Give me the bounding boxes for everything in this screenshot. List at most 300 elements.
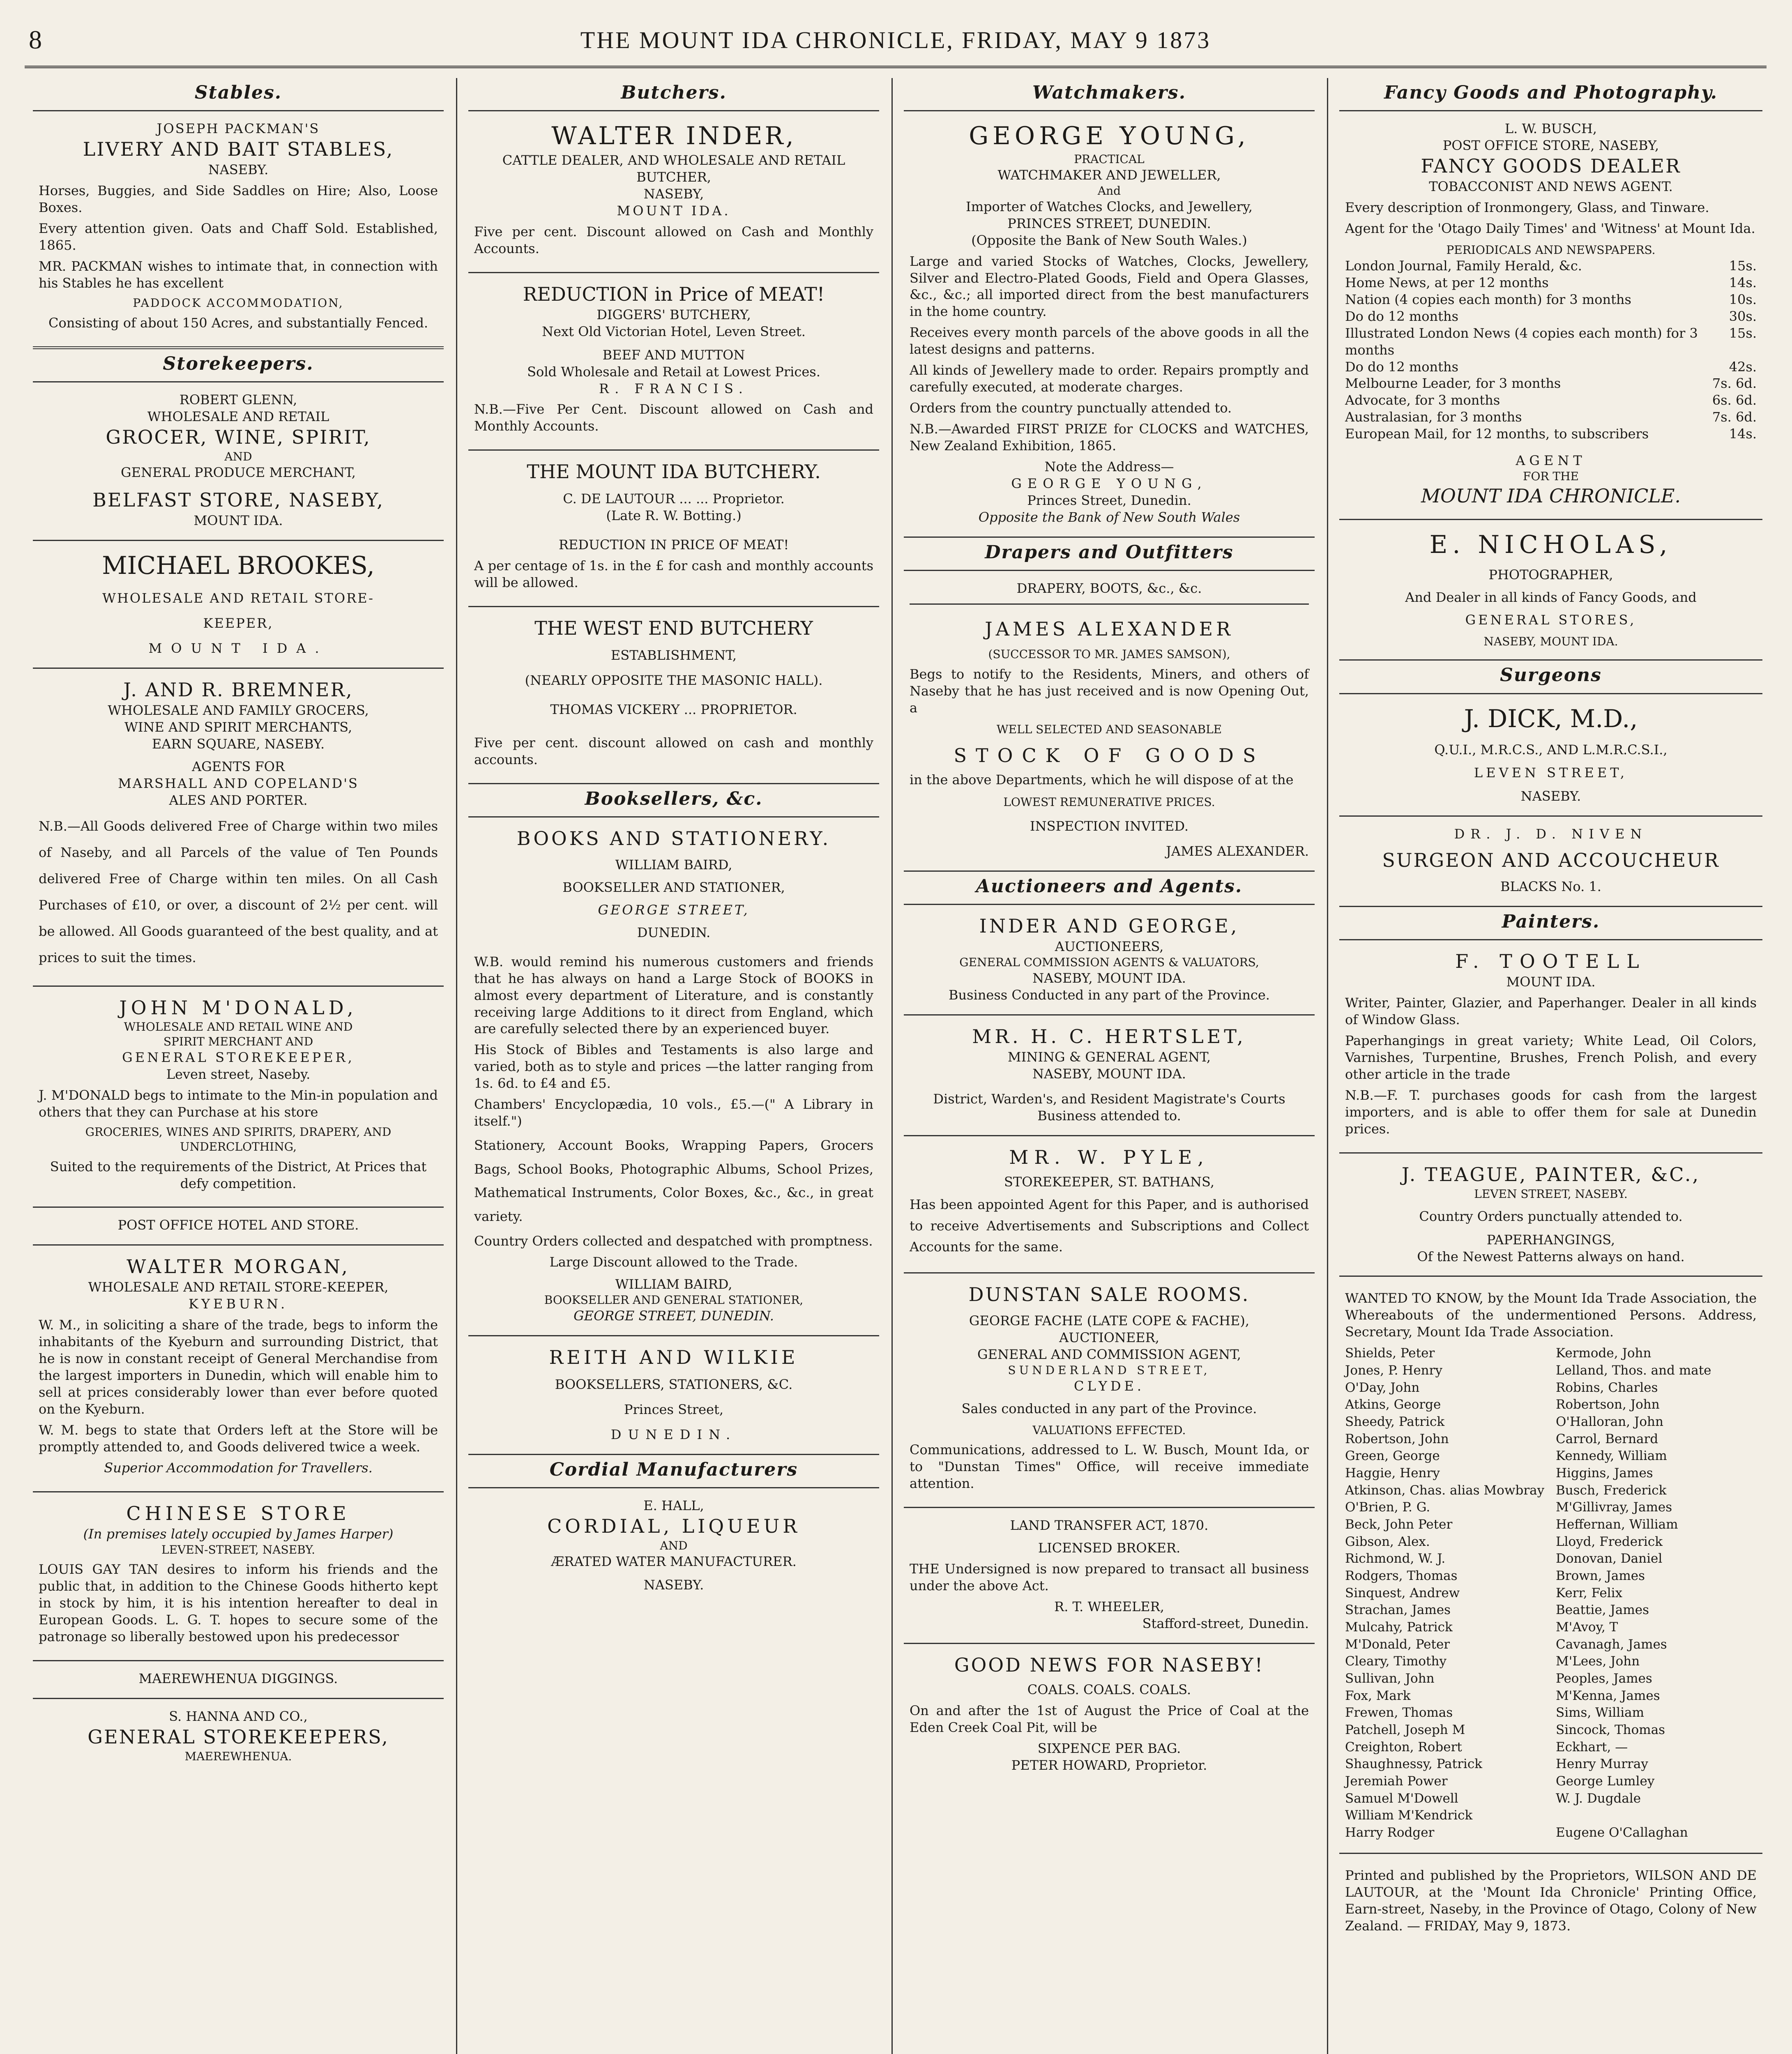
ad-text: Writer, Painter, Glazier, and Paperhanger. Dealer in all kinds of Window Glass.	[1345, 995, 1757, 1028]
ad-line: STOREKEEPER, ST. BATHANS,	[1004, 1174, 1214, 1190]
ad-baird	[468, 817, 879, 1336]
ad-line: Opposite the Bank of New South Wales	[978, 509, 1240, 525]
ad-line: (NEARLY OPPOSITE THE MASONIC HALL).	[525, 672, 823, 688]
ad-line: Business Conducted in any part of the Province.	[949, 987, 1270, 1003]
price-item: Illustrated London News (4 copies each month) for 3 months	[1345, 325, 1698, 358]
ad-line: BOOKSELLER AND GENERAL STATIONER,	[544, 1293, 804, 1307]
ad-line: REDUCTION IN PRICE OF MEAT!	[558, 537, 789, 553]
person-name: Henry Murray	[1556, 1757, 1648, 1772]
person-name: Lelland, Thos. and mate	[1556, 1363, 1711, 1378]
price-row	[1345, 308, 1757, 325]
ad-line: AND	[660, 1539, 688, 1553]
person-name: Patchell, Joseph M	[1345, 1722, 1465, 1738]
ad-text: Large and varied Stocks of Watches, Clocks, Jewellery, Silver and Electro-Plated Goods, Field and Opera Glasses, &c., &c.; all imported direct from the best manufacturers in the home country.	[910, 253, 1309, 320]
person-name: Donovan, Daniel	[1556, 1551, 1663, 1566]
person-name: Robertson, John	[1556, 1397, 1660, 1412]
ad-inder	[468, 111, 879, 273]
person-name: Sims, William	[1556, 1705, 1645, 1720]
ad-name: WALTER INDER,	[551, 122, 796, 151]
ad-text: J. M'DONALD begs to intimate to the Min-in population and others that they can Purchase at his store	[39, 1087, 438, 1120]
ad-text: His Stock of Bibles and Testaments is also large and varied, both as to style and prices —the latter ranging from 1s. 6d. to £4 and £5.	[474, 1042, 873, 1091]
imprint-text: Printed and published by the Proprietors, WILSON AND DE LAUTOUR, at the 'Mount Ida Chronicle' Printing Office, Earn-street, Naseby, in the Province of Otago, Colony of New Zealand. — FRIDAY, May 9, 1873.	[1345, 1867, 1757, 1934]
ad-text: Agent for the 'Otago Daily Times' and 'Witness' at Mount Ida.	[1345, 221, 1755, 236]
ad-title: FANCY GOODS DEALER	[1421, 155, 1681, 177]
ad-name: MR. W. PYLE,	[1009, 1146, 1209, 1168]
ad-line: SIXPENCE PER BAG.	[1037, 1740, 1181, 1756]
person-name: M'Gillivray, James	[1556, 1500, 1672, 1515]
page-title: THE MOUNT IDA CHRONICLE, FRIDAY, MAY 9 1873	[580, 27, 1211, 53]
ad-name: L. W. BUSCH,	[1504, 121, 1597, 137]
person-name: Fox, Mark	[1345, 1688, 1411, 1703]
ad-text: in the above Departments, which he will dispose of at the	[910, 772, 1294, 788]
price-item: European Mail, for 12 months, to subscribers	[1345, 426, 1649, 442]
price-value: 14s.	[1729, 426, 1757, 442]
person-name: O'Brien, P. G.	[1345, 1500, 1430, 1515]
ad-line: SPIRIT MERCHANT AND	[163, 1035, 313, 1049]
ad-text: Every attention given. Oats and Chaff Sold. Established, 1865.	[39, 221, 438, 253]
ad-pyle	[904, 1136, 1315, 1273]
ad-packman	[33, 111, 444, 349]
price-value: 14s.	[1729, 274, 1757, 290]
price-row	[1345, 426, 1757, 442]
ad-line: GENERAL AND COMMISSION AGENT,	[977, 1346, 1241, 1362]
page-number: 8	[29, 25, 42, 54]
ad-line: MAEREWHENUA.	[184, 1749, 292, 1763]
ad-line: PAPERHANGINGS,	[1486, 1232, 1615, 1248]
ad-line: LEVEN STREET,	[1474, 765, 1628, 781]
ad-line: TOBACCONIST AND NEWS AGENT.	[1429, 179, 1673, 195]
ad-line: AGENTS FOR	[192, 758, 285, 774]
price-row	[1345, 325, 1757, 359]
price-row	[1345, 258, 1757, 274]
ad-line: SUNDERLAND STREET,	[1008, 1363, 1211, 1377]
names-right-column	[1556, 1345, 1757, 1842]
person-name: Rodgers, Thomas	[1345, 1568, 1458, 1584]
column-rule	[1327, 78, 1328, 2054]
ad-line: VALUATIONS EFFECTED.	[1032, 1423, 1186, 1437]
ad-line: MARSHALL AND COPELAND'S	[118, 775, 359, 791]
ad-line: BELFAST STORE, NASEBY,	[92, 489, 384, 511]
price-value: 15s.	[1729, 325, 1757, 341]
price-row	[1345, 274, 1757, 291]
ad-name: JOSEPH PACKMAN'S	[157, 121, 320, 137]
ad-line: NASEBY.	[643, 1577, 704, 1593]
ad-diggings	[33, 1661, 444, 1699]
person-name: Richmond, W. J.	[1345, 1551, 1446, 1566]
price-value: 30s.	[1729, 308, 1757, 324]
person-name: Busch, Frederick	[1556, 1483, 1667, 1498]
ad-line: NASEBY.	[1520, 788, 1581, 804]
ad-line: LICENSED BROKER.	[1038, 1540, 1181, 1556]
ad-line: R. FRANCIS.	[599, 380, 749, 396]
ad-text: N.B.—Five Per Cent. Discount allowed on Cash and Monthly Accounts.	[474, 401, 873, 434]
ad-line: MINING & GENERAL AGENT,	[1007, 1049, 1211, 1065]
ad-name: J. TEAGUE, PAINTER, &C.,	[1401, 1163, 1700, 1186]
person-name: Kermode, John	[1556, 1346, 1651, 1361]
ad-text: WANTED TO KNOW, by the Mount Ida Trade Association, the Whereabouts of the undermentioned Persons. Address, Secretary, Mount Ida Trade Association.	[1345, 1290, 1757, 1340]
person-name: Jeremiah Power	[1345, 1774, 1448, 1789]
person-name: Strachan, James	[1345, 1603, 1451, 1618]
ad-line: NASEBY, MOUNT IDA.	[1032, 1066, 1186, 1082]
section-heading: Painters.	[1339, 907, 1762, 940]
ad-place: NASEBY.	[208, 162, 269, 178]
ad-line: (Opposite the Bank of New South Wales.)	[971, 232, 1247, 248]
person-name: W. J. Dugdale	[1556, 1791, 1641, 1806]
person-name	[1556, 1808, 1757, 1824]
price-row	[1345, 392, 1757, 409]
ad-line: WATCHMAKER AND JEWELLER,	[997, 167, 1221, 183]
newspaper-page	[25, 16, 1767, 2054]
ad-hall	[468, 1488, 879, 1604]
ad-text: On and after the 1st of August the Price of Coal at the Eden Creek Coal Pit, will be	[910, 1702, 1309, 1735]
ad-text: Five per cent. discount allowed on cash and monthly accounts.	[474, 735, 873, 767]
ad-line: GENERAL STOREKEEPERS,	[88, 1726, 389, 1748]
section-heading: Surgeons	[1339, 661, 1762, 694]
ad-text: Stationery, Account Books, Wrapping Papers, Grocers Bags, School Books, Photographic Albums, School Prizes, Mathematical Instruments, Color Boxes, &c., &c., in great variety.	[474, 1138, 873, 1224]
price-item: Home News, at per 12 months	[1345, 274, 1549, 290]
ad-line: PADDOCK ACCOMMODATION,	[133, 296, 344, 310]
ad-line: FOR THE	[1523, 470, 1579, 484]
ad-wanted-to-know	[1339, 1277, 1762, 1854]
ad-line: (In premises lately occupied by James Harper)	[83, 1526, 394, 1542]
ad-line: KEEPER,	[203, 615, 274, 631]
ad-line: WHOLESALE AND RETAIL STORE-KEEPER,	[88, 1279, 389, 1295]
person-name: M'Avoy, T	[1556, 1620, 1618, 1635]
ad-line: Sales conducted in any part of the Province.	[961, 1400, 1257, 1416]
price-row	[1345, 375, 1757, 392]
ad-text: Begs to notify to the Residents, Miners, and others of Naseby that he has just received and is now Opening Out, a	[910, 666, 1309, 716]
ad-text: W. M. begs to state that Orders left at the Store will be promptly attended to, and Goods delivered twice a week.	[39, 1422, 438, 1455]
ad-line: PHOTOGRAPHER,	[1488, 566, 1613, 583]
person-name: Beattie, James	[1556, 1603, 1649, 1618]
ad-line: MOUNT IDA.	[1506, 974, 1596, 990]
ad-mount-ida-butchery	[468, 451, 879, 607]
ad-name: E. NICHOLAS,	[1429, 530, 1672, 559]
ad-line: Country Orders punctually attended to.	[1419, 1208, 1683, 1224]
ad-name: BOOKS AND STATIONERY.	[516, 827, 831, 850]
ad-name: F. TOOTELL	[1455, 950, 1647, 973]
person-name: Brown, James	[1556, 1568, 1645, 1584]
ad-good-news	[904, 1644, 1315, 1785]
ad-line: ESTABLISHMENT,	[610, 647, 737, 663]
person-name: Higgins, James	[1556, 1466, 1653, 1481]
ad-text: Chambers' Encyclopædia, 10 vols., £5.—(" A Library in itself.")	[474, 1096, 873, 1129]
ad-line: WELL SELECTED AND SEASONABLE	[996, 722, 1222, 736]
ad-line: Q.U.I., M.R.C.S., AND L.M.R.C.S.I.,	[1434, 741, 1668, 758]
person-name: Lloyd, Frederick	[1556, 1534, 1663, 1549]
ad-text: All kinds of Jewellery made to order. Repairs promptly and carefully executed, at moderate charges.	[910, 362, 1309, 395]
ad-line: Note the Address—	[1044, 459, 1174, 475]
ad-line: GENERAL STOREKEEPER,	[122, 1050, 355, 1066]
ad-line: WILLIAM BAIRD,	[615, 1276, 732, 1292]
ad-line: (Late R. W. Botting.)	[606, 508, 742, 524]
ad-line: BOOKSELLERS, STATIONERS, &C.	[555, 1377, 793, 1393]
person-name: Mulcahy, Patrick	[1345, 1620, 1453, 1635]
ad-line: AUCTIONEER,	[1059, 1329, 1159, 1345]
person-name: George Lumley	[1556, 1774, 1655, 1789]
person-name: Samuel M'Dowell	[1345, 1791, 1458, 1806]
section-heading: Butchers.	[468, 78, 879, 111]
ad-brookes	[33, 541, 444, 669]
ad-name: REITH AND WILKIE	[549, 1346, 799, 1369]
ad-name: JAMES ALEXANDER	[985, 618, 1234, 640]
rule	[910, 603, 1309, 605]
ad-line: Importer of Watches Clocks, and Jewellery,	[966, 198, 1253, 214]
ad-line: BEEF AND MUTTON	[602, 347, 745, 363]
ad-line: LEVEN-STREET, NASEBY.	[161, 1543, 316, 1557]
ad-line: EARN SQUARE, NASEBY.	[152, 736, 325, 752]
price-row	[1345, 409, 1757, 426]
person-name: Sinquest, Andrew	[1345, 1585, 1460, 1600]
person-name: Kerr, Felix	[1556, 1585, 1623, 1600]
person-name: Peoples, James	[1556, 1671, 1652, 1686]
ad-text: MR. PACKMAN wishes to intimate that, in connection with his Stables he has excellent	[39, 258, 438, 291]
ad-line: CLYDE.	[1074, 1378, 1145, 1394]
ad-name: DR. J. D. NIVEN	[1454, 826, 1648, 842]
ad-text: N.B.—F. T. purchases goods for cash from the largest importers, and is able to offer them for sale at Dunedin prices.	[1345, 1087, 1757, 1137]
ad-line: District, Warden's, and Resident Magistrate's Courts Business attended to.	[933, 1091, 1285, 1124]
ad-young	[904, 111, 1315, 538]
price-value: 42s.	[1729, 359, 1757, 375]
section-heading: Watchmakers.	[904, 78, 1315, 111]
ad-line: DUNEDIN.	[637, 924, 711, 940]
ad-alexander	[904, 571, 1315, 872]
section-heading: Stables.	[33, 78, 444, 111]
price-value: 15s.	[1729, 258, 1757, 274]
person-name: Shields, Peter	[1345, 1346, 1435, 1361]
ad-line: Sold Wholesale and Retail at Lowest Prices.	[527, 364, 820, 380]
person-name: O'Day, John	[1345, 1380, 1420, 1395]
section-heading: Drapers and Outfitters	[904, 538, 1315, 571]
price-item: Advocate, for 3 months	[1345, 392, 1500, 408]
ad-line: GENERAL COMMISSION AGENTS & VALUATORS,	[959, 956, 1259, 969]
person-name: Beck, John Peter	[1345, 1517, 1453, 1532]
ad-mcdonald	[33, 987, 444, 1208]
ad-line: MAEREWHENUA DIGGINGS.	[138, 1671, 338, 1687]
imprint	[1339, 1854, 1762, 1949]
price-item: Do do 12 months	[1345, 308, 1459, 324]
person-name: O'Halloran, John	[1556, 1414, 1663, 1430]
ad-line: JAMES ALEXANDER.	[1166, 843, 1309, 859]
person-name: Atkins, George	[1345, 1397, 1441, 1412]
ad-line: Leven street, Naseby.	[166, 1066, 311, 1082]
ad-name: S. HANNA AND CO.,	[169, 1709, 308, 1725]
person-name: Green, George	[1345, 1448, 1440, 1464]
ad-line: THOMAS VICKERY ... PROPRIETOR.	[550, 701, 797, 717]
ad-name: J. DICK, M.D.,	[1464, 704, 1638, 733]
ad-line: DIGGERS' BUTCHERY,	[597, 306, 751, 322]
person-name: Eckhart, —	[1556, 1739, 1628, 1755]
ad-line: MOUNT IDA.	[148, 640, 328, 656]
ad-text: W.B. would remind his numerous customers and friends that he has always on hand a Large Stock of BOOKS in almost every department of Literature, and is constantly receiving large Additions to it direct from England, which are carefully selected there by an experienced buyer.	[474, 953, 873, 1037]
person-name: Sincock, Thomas	[1556, 1722, 1665, 1738]
ad-text: Consisting of about 150 Acres, and substantially Fenced.	[48, 315, 428, 331]
ad-text: Orders from the country punctually attended to.	[910, 400, 1232, 416]
price-value: 6s. 6d.	[1712, 392, 1757, 408]
ad-name: CHINESE STORE	[126, 1502, 350, 1524]
ad-line: CATTLE DEALER, AND WHOLESALE AND RETAIL BUTCHER,	[502, 152, 845, 185]
person-name: Haggie, Henry	[1345, 1466, 1440, 1481]
section-heading: Fancy Goods and Photography.	[1339, 78, 1762, 111]
ad-name: THE WEST END BUTCHERY	[534, 617, 813, 640]
ad-line: Of the Newest Patterns always on hand.	[1417, 1248, 1685, 1264]
person-name: William M'Kendrick	[1345, 1808, 1473, 1823]
price-row	[1345, 291, 1757, 308]
ad-teague	[1339, 1154, 1762, 1277]
ad-line: GEORGE YOUNG,	[1011, 476, 1207, 492]
ad-line: AND	[224, 449, 252, 463]
ad-wheeler	[904, 1508, 1315, 1644]
ad-hotel	[33, 1208, 444, 1246]
person-name: Eugene O'Callaghan	[1556, 1825, 1688, 1840]
section-heading: Storekeepers.	[33, 349, 444, 382]
ad-line: R. T. WHEELER,	[1054, 1599, 1164, 1615]
person-name: Shaughnessy, Patrick	[1345, 1757, 1482, 1772]
person-name: Carrol, Bernard	[1556, 1431, 1658, 1446]
column-1	[33, 78, 444, 2054]
ad-text: Large Discount allowed to the Trade.	[549, 1254, 798, 1270]
ad-line: BOOKSELLER AND STATIONER,	[562, 879, 785, 895]
column-rule	[456, 78, 457, 2054]
ad-text: Receives every month parcels of the above goods in all the latest designs and patterns.	[910, 325, 1309, 357]
ad-niven	[1339, 817, 1762, 907]
ad-text: N.B.—All Goods delivered Free of Charge within two miles of Naseby, and all Parcels of the value of Ten Pounds delivered Free of Charge within ten miles. On all Cash Purchases of £10, or over, a discount of 2½ per cent. will be allowed. All Goods guaranteed of the best quality, and at prices to suit the times.	[39, 818, 438, 965]
ad-west-end-butchery	[468, 607, 879, 784]
person-name: Frewen, Thomas	[1345, 1705, 1453, 1720]
ad-text: Paperhangings in great variety; White Lead, Oil Colors, Varnishes, Turpentine, Brushes, French Polish, and every other article in the trade	[1345, 1033, 1757, 1082]
column-2	[468, 78, 879, 2054]
ad-line: BLACKS No. 1.	[1500, 879, 1601, 895]
names-left-column	[1345, 1345, 1546, 1842]
ad-hanna	[33, 1699, 444, 1775]
person-name: Creighton, Robert	[1345, 1739, 1462, 1755]
person-name: Sheedy, Patrick	[1345, 1414, 1445, 1430]
ad-name: REDUCTION in Price of MEAT!	[523, 283, 825, 305]
ad-line: ALES AND PORTER.	[169, 792, 308, 808]
ad-line: PRACTICAL	[1074, 152, 1145, 166]
ad-line: And	[1097, 184, 1121, 198]
person-name: Kennedy, William	[1556, 1448, 1667, 1464]
section-heading: Auctioneers and Agents.	[904, 872, 1315, 905]
person-name: Atkinson, Chas. alias Mowbray	[1345, 1483, 1545, 1498]
price-item: Nation (4 copies each month) for 3 months	[1345, 291, 1631, 307]
ad-line: COALS. COALS. COALS.	[1027, 1681, 1191, 1697]
ad-line: C. DE LAUTOUR ... ... Proprietor.	[563, 491, 785, 507]
ad-line: GENERAL PRODUCE MERCHANT,	[121, 464, 356, 480]
price-item: London Journal, Family Herald, &c.	[1345, 258, 1582, 274]
ad-line: INSPECTION INVITED.	[1030, 818, 1189, 834]
person-name: Robertson, John	[1345, 1431, 1449, 1446]
ad-name: MICHAEL BROOKES,	[102, 551, 375, 580]
ad-line: Stafford-street, Dunedin.	[1142, 1615, 1309, 1631]
ad-line: DRAPERY, BOOTS, &c., &c.	[1016, 580, 1202, 596]
ad-line: POST OFFICE STORE, NASEBY,	[1442, 138, 1659, 154]
price-item: Australasian, for 3 months	[1345, 409, 1522, 425]
ad-name: DUNSTAN SALE ROOMS.	[968, 1283, 1250, 1306]
ad-text: Five per cent. Discount allowed on Cash and Monthly Accounts.	[474, 223, 873, 256]
ad-name: MR. H. C. HERTSLET,	[972, 1025, 1246, 1048]
ad-text: W. M., in soliciting a share of the trade, begs to inform the inhabitants of the Kyeburn and surrounding District, that he is now in constant receipt of General Merchandise from the largest importers in Dunedin, which will enable him to sell at prices considerably lower than ever before quoted on the Kyeburn.	[39, 1317, 438, 1417]
ad-dick	[1339, 694, 1762, 817]
column-4	[1339, 78, 1762, 2054]
ad-name: LAND TRANSFER ACT, 1870.	[1010, 1517, 1209, 1534]
ad-line: LEVEN STREET, NASEBY.	[1474, 1187, 1628, 1201]
ad-morgan	[33, 1246, 444, 1492]
ad-line: SURGEON AND ACCOUCHEUR	[1382, 849, 1720, 872]
person-name: Heffernan, William	[1556, 1517, 1678, 1532]
ad-line: GEORGE STREET, DUNEDIN.	[574, 1308, 774, 1324]
person-name: Cavanagh, James	[1556, 1637, 1667, 1652]
person-name: Jones, P. Henry	[1345, 1363, 1442, 1378]
section-heading: Booksellers, &c.	[468, 784, 879, 817]
ad-name: GOOD NEWS FOR NASEBY!	[954, 1653, 1265, 1676]
ad-line: POST OFFICE HOTEL AND STORE.	[117, 1217, 359, 1233]
ad-name: GEORGE YOUNG,	[969, 122, 1250, 151]
ad-reith-wilkie	[468, 1336, 879, 1455]
ad-busch	[1339, 111, 1762, 520]
ad-line: ÆRATED WATER MANUFACTURER.	[551, 1553, 797, 1569]
ad-hertslet	[904, 1015, 1315, 1136]
ad-chinese-store	[33, 1492, 444, 1661]
ad-line: WHOLESALE AND FAMILY GROCERS,	[108, 702, 369, 718]
ad-line: AGENT	[1516, 453, 1586, 469]
ad-line: CORDIAL, LIQUEUR	[547, 1515, 800, 1538]
ad-line: NASEBY, MOUNT IDA.	[1483, 634, 1618, 648]
column-3	[904, 78, 1315, 2054]
ad-line: PERIODICALS AND NEWSPAPERS.	[1446, 243, 1656, 257]
ad-line: MOUNT IDA CHRONICLE.	[1421, 485, 1681, 507]
ad-glenn	[33, 382, 444, 541]
ad-name: E. HALL,	[643, 1498, 704, 1514]
price-value: 10s.	[1729, 291, 1757, 307]
person-name: M'Kenna, James	[1556, 1688, 1660, 1703]
ad-line: AUCTIONEERS,	[1055, 939, 1164, 955]
person-name: M'Lees, John	[1556, 1654, 1640, 1669]
ad-text: Every description of Ironmongery, Glass, and Tinware.	[1345, 200, 1709, 216]
ad-text: Suited to the requirements of the District, At Prices that defy competition.	[50, 1158, 427, 1191]
ad-tootell	[1339, 940, 1762, 1153]
ad-text: A per centage of 1s. in the £ for cash and monthly accounts will be allowed.	[474, 558, 873, 591]
ad-line: LOWEST REMUNERATIVE PRICES.	[1003, 795, 1215, 809]
ad-line: STOCK OF GOODS	[954, 744, 1265, 767]
ad-title: GROCER, WINE, SPIRIT,	[106, 426, 371, 448]
ad-nicholas	[1339, 520, 1762, 661]
ad-name: INDER AND GEORGE,	[979, 915, 1239, 937]
ad-line: GEORGE FACHE (LATE COPE & FACHE),	[969, 1313, 1250, 1329]
ad-name: THE MOUNT IDA BUTCHERY.	[527, 461, 821, 483]
ad-line: (SUCCESSOR TO MR. JAMES SAMSON),	[988, 647, 1230, 661]
person-name: Robins, Charles	[1556, 1380, 1658, 1395]
person-name: Cleary, Timothy	[1345, 1654, 1446, 1669]
person-name: Harry Rodger	[1345, 1825, 1435, 1840]
ad-line: PETER HOWARD, Proprietor.	[1011, 1757, 1207, 1773]
price-item: Do do 12 months	[1345, 359, 1459, 375]
price-value: 7s. 6d.	[1712, 375, 1757, 391]
ad-line: WINE AND SPIRIT MERCHANTS,	[124, 719, 352, 735]
ad-line: GENERAL STORES,	[1465, 612, 1637, 628]
person-name: Gibson, Alex.	[1345, 1534, 1430, 1549]
ad-inder-george	[904, 905, 1315, 1015]
ad-name: WALTER MORGAN,	[127, 1255, 350, 1278]
ad-name: J. AND R. BREMNER,	[123, 678, 353, 701]
ad-line: And Dealer in all kinds of Fancy Goods, and	[1405, 589, 1697, 605]
ad-dunstan	[904, 1273, 1315, 1508]
ad-line: WHOLESALE AND RETAIL WINE AND	[124, 1020, 353, 1034]
ad-line: NASEBY,	[643, 186, 704, 202]
price-row	[1345, 359, 1757, 375]
ad-line: GEORGE STREET,	[598, 902, 750, 918]
ad-line: WHOLESALE AND RETAIL STORE-	[102, 590, 374, 606]
